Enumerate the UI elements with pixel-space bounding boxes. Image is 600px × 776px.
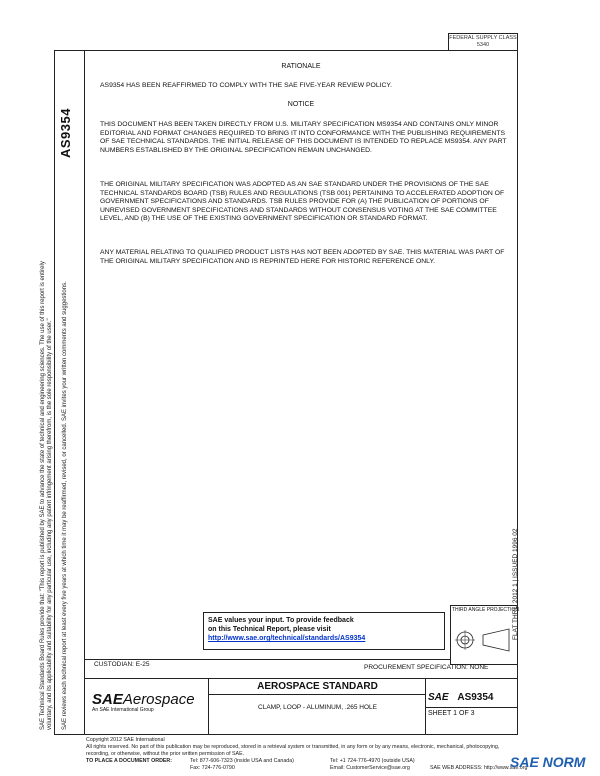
feedback-line-1: SAE values your input. To provide feedback <box>208 617 354 624</box>
legal-text-3: SAE reviews each technical report at least every five years at which time it may be reaffirmed, revised, or cancelled. SAE invites your written comments and suggestions. <box>62 281 68 730</box>
feedback-box <box>203 612 445 650</box>
logo-subtitle: An SAE International Group <box>92 707 154 713</box>
procurement-spec: PROCUREMENT SPECIFICATION: NONE <box>364 664 489 671</box>
web-address: SAE WEB ADDRESS: http://www.sae.org <box>430 765 528 771</box>
projection-label: THIRD ANGLE PROJECTION <box>452 607 519 613</box>
notice-paragraph-3: ANY MATERIAL RELATING TO QUALIFIED PRODUCT LISTS HAS NOT BEEN ADOPTED BY SAE. THIS MATERIAL WAS PART OF THE ORIGINAL MILITARY SPECIFICATION AND IS REPRINTED HERE FOR HISTORIC REFERENCE ONLY. <box>100 249 505 265</box>
right-margin-text: FLAT THRU 2012 1 | ISSUED 1996 02 <box>512 528 519 640</box>
projection-box <box>450 605 518 665</box>
watermark: SAE NORM <box>510 754 586 770</box>
rationale-heading: RATIONALE <box>281 63 321 70</box>
title-row-rule <box>208 694 425 695</box>
legal-line-2 <box>47 318 54 730</box>
notice-heading: NOTICE <box>287 101 315 108</box>
feedback-line-2: on this Technical Report, please visit <box>208 626 331 633</box>
title-block-top-rule <box>84 678 518 679</box>
docno-row-rule <box>425 707 518 708</box>
notice-paragraph-2: THE ORIGINAL MILITARY SPECIFICATION WAS ADOPTED AS AN SAE STANDARD UNDER THE PROVISIONS OF THE SAE TECHNICAL STANDARDS BOARD (TSB) RULES AND REGULATIONS (TSB 001) PERTAINING TO ACCELERATED ADOPTION OF GOVERNMENT SPECIFICATIONS AND STANDARDS. TSB RULES PROVIDE FOR (A) THE PUBLICATION OF PORTIONS OF UNREVISED GOVERNMENT SPECIFICATIONS AND STANDARDS WITHOUT CONSENSUS VOTING AT THE SAE COMMITTEE LEVEL, AND (B) THE USE OF THE EXISTING GOVERNMENT SPECIFICATION OR STANDARD FORMAT. <box>100 181 505 223</box>
copyright: Copyright 2012 SAE International <box>86 737 165 743</box>
standard-description: CLAMP, LOOP - ALUMINUM, .265 HOLE <box>258 704 377 711</box>
federal-supply-class: FEDERAL SUPPLY CLASS 5340 <box>448 33 518 51</box>
notice-paragraph-1: THIS DOCUMENT HAS BEEN TAKEN DIRECTLY FROM U.S. MILITARY SPECIFICATION MS9354 AND CONTAINS ONLY MINOR EDITORIAL AND FORMAT CHANGES REQUIRED TO BRING IT INTO CONFORMANCE WITH THE PUBLISHING REQUIREMENTS OF SAE TECHNICAL STANDARDS. THE INITIAL RELEASE OF THIS DOCUMENT IS INTENDED TO REPLACE MS9354. ANY PART NUMBERS ESTABLISHED BY THE ORIGINAL SPECIFICATION REMAIN UNCHANGED. <box>100 121 507 154</box>
rationale-text: AS9354 HAS BEEN REAFFIRMED TO COMPLY WITH THE SAE FIVE-YEAR REVIEW POLICY. <box>100 82 392 89</box>
standard-number <box>428 692 493 703</box>
legal-text-2: voluntary, and its applicability and suitability for any particular use, including any patent infringement arising therefrom, is the sole responsibility of the user." <box>47 318 53 730</box>
legal-text-1: SAE Technical Standards Board Rules provide that: "This report is published by SAE to advance the state of technical and engineering sciences. The use of this report is entirely <box>40 261 46 730</box>
docno-sae: SAE <box>428 692 449 703</box>
logo-aero-text: Aerospace <box>122 691 195 708</box>
custodian-top-rule <box>84 659 450 660</box>
third-angle-projection-icon <box>451 606 519 666</box>
standard-title: AEROSPACE STANDARD <box>257 681 378 692</box>
side-doc-number-text: AS9354 <box>58 108 73 158</box>
legal-line-1 <box>40 261 47 730</box>
feedback-link[interactable]: http://www.sae.org/technical/standards/AS9354 <box>208 635 366 642</box>
order-tel: Tel: 877-606-7323 (inside USA and Canada) <box>190 758 294 764</box>
order-fax: Fax: 724-776-0790 <box>190 765 235 771</box>
order-label: TO PLACE A DOCUMENT ORDER: <box>86 758 173 764</box>
title-block-divider-1 <box>208 678 209 735</box>
order-email: Email: CustomerService@sae.org <box>330 765 410 771</box>
side-doc-number <box>58 108 73 158</box>
sae-aerospace-logo <box>92 691 195 708</box>
docno-value: AS9354 <box>457 692 494 703</box>
legal-line-3 <box>62 281 69 730</box>
logo-sae-text: SAE <box>92 691 123 708</box>
sheet-number: SHEET 1 OF 3 <box>428 710 475 717</box>
custodian: CUSTODIAN: E-25 <box>94 661 150 668</box>
order-tel-outside: Tel: +1 724-776-4970 (outside USA) <box>330 758 415 764</box>
rights-text: All rights reserved. No part of this publication may be reproduced, stored in a retrieval system or transmitted, in any form or by any means, electronic, mechanical, photocopying, recording, or otherwise, without the prior written permission of SAE. <box>86 744 500 757</box>
